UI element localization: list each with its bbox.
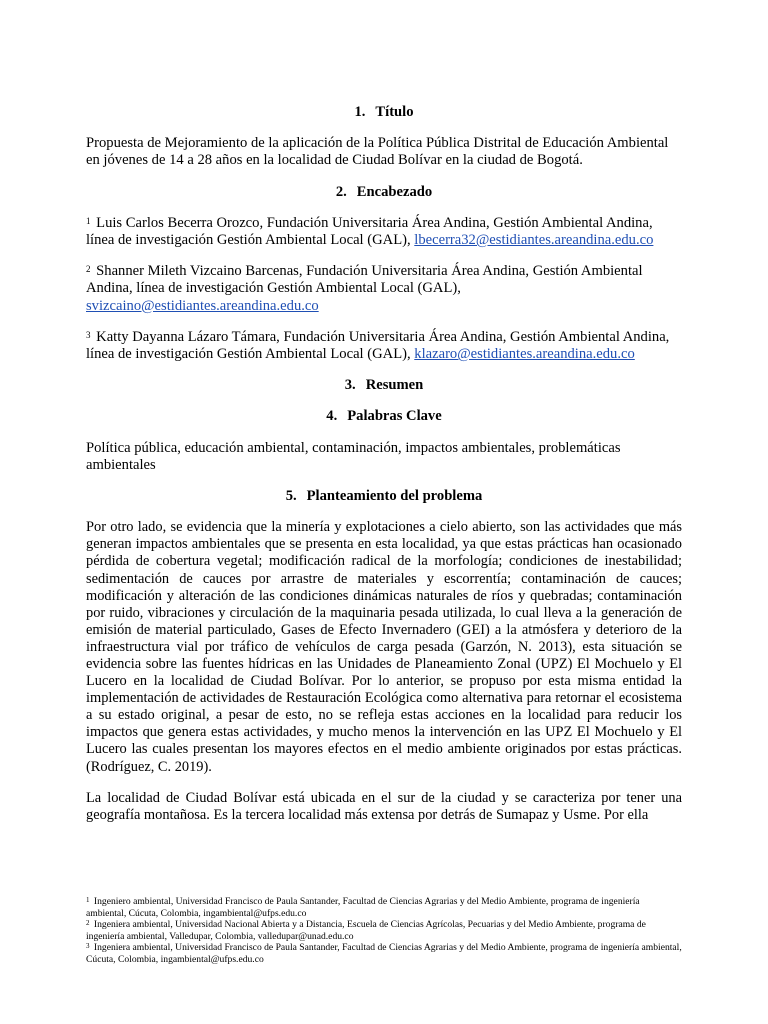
heading-resumen: [86, 377, 682, 394]
author-text: Shanner Mileth Vizcaino Barcenas, Fundación Universitaria Área Andina, Gestión Ambiental Andina, línea de investigación Gestión Ambiental Local (GAL),: [86, 263, 643, 297]
footnote-1: [86, 896, 682, 919]
author-email-link[interactable]: svizcaino@estidiantes.areandina.edu.co: [86, 297, 319, 314]
title-text: Propuesta de Mejoramiento de la aplicación de la Política Pública Distrital de Educación Ambiental en jóvenes de 14 a 28 años en la localidad de Ciudad Bolívar en la ciudad de Bogotá.: [86, 135, 669, 169]
heading-label: Palabras Clave: [347, 408, 442, 425]
author-mark: 1: [86, 215, 91, 226]
footnote-text: Ingeniera ambiental, Universidad Francisco de Paula Santander, Facultad de Ciencias Agrarias y del Medio Ambiente, programa de ingeniería ambiental, Cúcuta, Colombia, ingambiental@ufps.edu.co: [86, 942, 682, 965]
author-mark: 2: [86, 264, 91, 275]
heading-number: 3.: [344, 377, 356, 394]
footnote-mark: 1: [86, 896, 90, 904]
author-text: Luis Carlos Becerra Orozco, Fundación Universitaria Área Andina, Gestión Ambiental Andina, línea de investigación Gestión Ambiental Local (GAL),: [86, 214, 653, 249]
footnotes: [86, 896, 682, 966]
heading-encabezado: [86, 184, 682, 201]
heading-number: 1.: [354, 104, 366, 120]
document-body: [86, 104, 682, 838]
keywords-text: Política pública, educación ambiental, contaminación, impactos ambientales, problemáticas ambientales: [86, 439, 621, 473]
author-1: [86, 215, 682, 249]
author-text: Katty Dayanna Lázaro Támara, Fundación Universitaria Área Andina, Gestión Ambiental Andina, línea de investigación Gestión Ambiental Local (GAL),: [86, 328, 670, 363]
author-2: [86, 263, 682, 315]
heading-planteamiento: [86, 488, 682, 505]
heading-label: Título: [375, 104, 414, 120]
problem-paragraph-2: La localidad de Ciudad Bolívar está ubicada en el sur de la ciudad y se caracteriza por tener una geografía montañosa. Es la tercera localidad más extensa por detrás de Sumapaz y Usme. Por ella: [86, 789, 682, 823]
footnote-mark: 3: [86, 942, 90, 951]
heading-titulo: [86, 104, 682, 121]
heading-number: 2.: [335, 183, 347, 200]
footnote-2: [86, 919, 682, 942]
footnote-mark: 2: [86, 919, 90, 928]
heading-label: Encabezado: [356, 183, 433, 200]
author-3: [86, 329, 682, 363]
author-email-link[interactable]: klazaro@estidiantes.areandina.edu.co: [414, 346, 635, 363]
heading-number: 5.: [285, 488, 297, 505]
footnote-text: Ingeniero ambiental, Universidad Francisco de Paula Santander, Facultad de Ciencias Agrarias y del Medio Ambiente, programa de ingeniería ambiental, Cúcuta, Colombia, ingambiental@ufps.edu.co: [86, 896, 640, 919]
heading-label: Planteamiento del problema: [306, 488, 483, 505]
heading-number: 4.: [326, 408, 338, 425]
author-mark: 3: [86, 329, 91, 340]
footnote-3: [86, 942, 682, 965]
heading-label: Resumen: [365, 377, 424, 394]
footnote-text: Ingeniera ambiental, Universidad Nacional Abierta y a Distancia, Escuela de Ciencias Agrícolas, Pecuarias y del Medio Ambiente, programa de ingeniería ambiental, Valledupar, Colombia, valledupar@unad.edu.co: [86, 919, 646, 942]
heading-palabras-clave: [86, 408, 682, 425]
problem-paragraph-1: Por otro lado, se evidencia que la minería y explotaciones a cielo abierto, son las actividades que más generan impactos ambientales que se presenta en esta localidad, ya que estas prácticas han ocasionado pérdida de cobertura vegetal; modificación radical de la morfología; condiciones de inestabilidad; sedimentación de cauces por arrastre de materiales y escorrentía; contaminación de cauces; modificación y alteración de las condiciones dinámicas naturales de ríos y quebradas; contaminación por ruido, vibraciones y circulación de la maquinaria pesada utilizada, lo cual lleva a la generación de emisión de material particulado, Gases de Efecto Invernadero (GEI) a la atmósfera y deterioro de la infraestructura vial por tráfico de vehículos de carga pesada (Garzón, N. 2013), esta situación se evidencia sobre las fuentes hídricas en las Unidades de Planeamiento Zonal (UPZ) El Mochuelo y El Lucero en la localidad de Ciudad Bolívar. Por lo anterior, se propuso por esta misma entidad la implementación de actividades de Restauración Ecológica como alternativa para retornar el ecosistema a su estado original, a pesar de esto, no se refleja estas acciones en la localidad para reducir los impactos que genera estas actividades, y mucho menos la intervención en las UPZ El Mochuelo y El Lucero las cuales presentan los mayores efectos en el medio ambiente originados por estas prácticas. (Rodríguez, C. 2019).: [86, 519, 682, 775]
author-email-link[interactable]: lbecerra32@estidiantes.areandina.edu.co: [414, 232, 654, 249]
